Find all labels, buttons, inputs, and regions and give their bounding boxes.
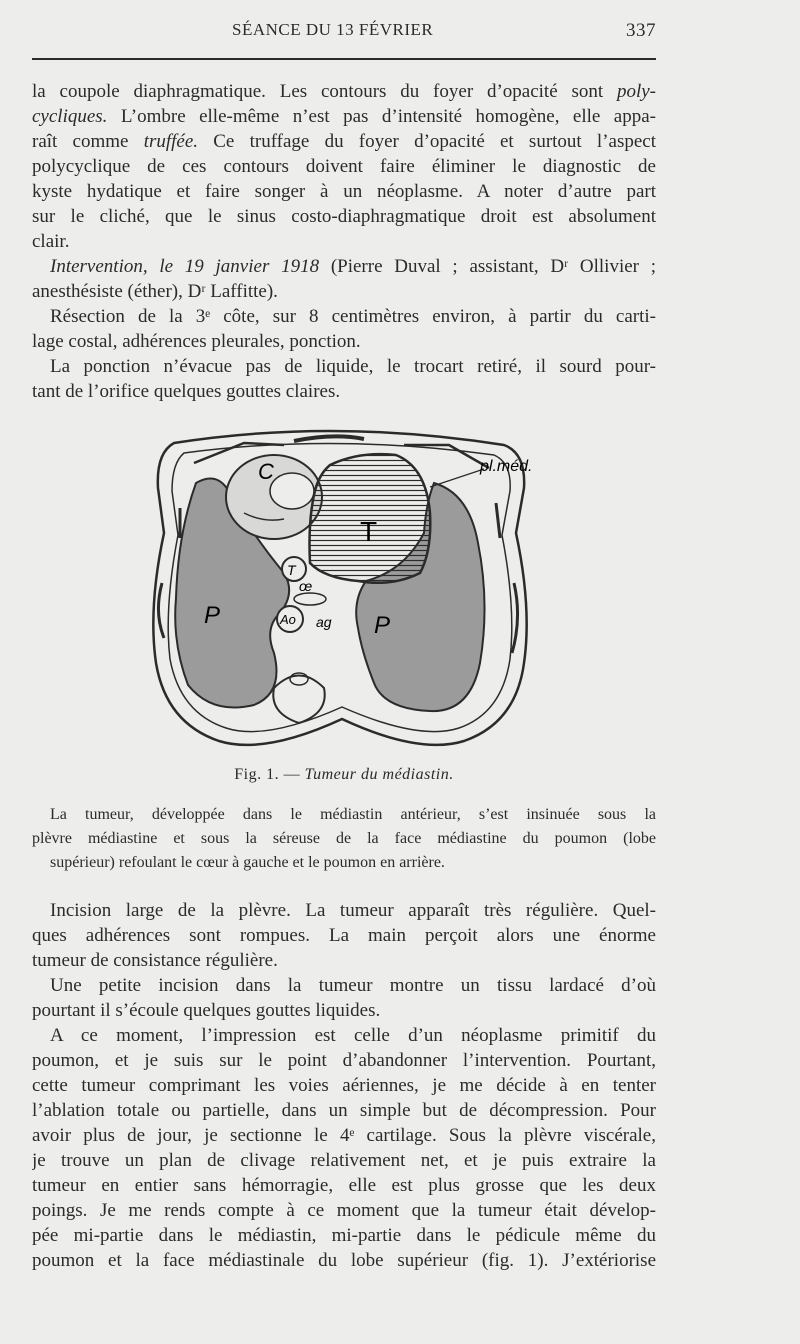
text-run: A ce moment, l’impression est celle d’un néoplasme primitif du [50, 1025, 656, 1046]
text-line [32, 279, 656, 304]
text-run: Une petite incision dans la tumeur montre un tissu lardacé d’où [50, 975, 656, 996]
label-tumeur: T [360, 516, 378, 547]
caption-prefix: Fig. 1. — [234, 766, 305, 783]
text-run: lage costal, adhérences pleurales, ponction. [32, 331, 361, 352]
label-azygos: ag [316, 614, 332, 630]
text-line [32, 379, 656, 404]
text-line [32, 254, 656, 279]
text-run: pée mi-partie dans le médiastin, mi-partie dans le pédicule même du [32, 1225, 656, 1246]
text-line [32, 998, 656, 1023]
text-line [32, 1073, 656, 1098]
text-run: La ponction n’évacue pas de liquide, le trocart retiré, il sourd pour- [50, 356, 656, 377]
figure-mediastinal-tumor [134, 423, 550, 759]
text-run: cette tumeur comprimant les voies aériennes, je me décide à en tenter [32, 1075, 656, 1096]
text-line [32, 154, 656, 179]
text-line [32, 204, 656, 229]
text-line [32, 1248, 656, 1273]
caption-title: Tumeur du médiastin. [304, 766, 454, 783]
rib-right-side-2 [512, 583, 518, 653]
text-run: ques adhérences sont rompues. La main perçoit alors une énorme [32, 925, 656, 946]
body-text-bottom [32, 898, 656, 1273]
text-run: poumon, et je suis sur le point d’abandonner l’intervention. Pourtant, [32, 1050, 656, 1071]
label-poumon-gauche: P [374, 612, 391, 639]
text-line [32, 1148, 656, 1173]
label-oesophage: œ [299, 578, 313, 594]
text-run: polycyclique de ces contours doivent faire éliminer le diagnostic de [32, 156, 656, 177]
text-run: poings. Je me rends compte à ce moment que la tumeur était dévelop- [32, 1200, 656, 1221]
text-run: kyste hydatique et faire songer à un néoplasme. A noter d’autre part [32, 181, 656, 202]
text-run: clair. [32, 231, 70, 252]
text-run: L’ombre elle-même n’est pas d’intensité homogène, elle appa- [107, 106, 656, 127]
rib-right-upper [404, 445, 489, 468]
text-line [32, 229, 656, 254]
pleura-pointer [430, 469, 484, 487]
label-trachee: T [287, 562, 296, 578]
text-line [32, 1098, 656, 1123]
sternum [294, 436, 364, 441]
text-run: pourtant il s’écoule quelques gouttes liquides. [32, 1000, 381, 1021]
text-line [32, 898, 656, 923]
text-line [32, 973, 656, 998]
text-line [32, 354, 656, 379]
text-run: avoir plus de jour, je sectionne le 4ᵉ cartilage. Sous la plèvre viscérale, [32, 1125, 656, 1146]
text-run: raît comme [32, 131, 144, 152]
label-aorte: Ao [280, 612, 296, 627]
rib-right-side [496, 503, 500, 538]
text-run: sur le cliché, que le sinus costo-diaphragmatique droit est absolument [32, 206, 656, 227]
text-line [32, 1223, 656, 1248]
figure-legend [32, 803, 656, 875]
text-line [32, 1173, 656, 1198]
running-header [32, 20, 656, 44]
text-run: poumon et la face médiastinale du lobe supérieur (fig. 1). J’extériorise [32, 1250, 656, 1271]
legend-line: plèvre médiastine et sous la séreuse de la face médiastine du poumon (lobe [32, 830, 656, 847]
text-line [32, 1048, 656, 1073]
text-line [32, 104, 656, 129]
vertebra [273, 676, 324, 724]
italic-run: Intervention, le 19 janvier 1918 [50, 256, 320, 277]
label-plevre-mediastine: pl.méd. [480, 458, 533, 475]
italic-run: cycliques. [32, 106, 108, 127]
text-line [32, 129, 656, 154]
text-run: Résection de la 3ᵉ côte, sur 8 centimètres environ, à partir du carti- [50, 306, 656, 327]
text-run: la coupole diaphragmatique. Les contours du foyer d’opacité sont [32, 81, 617, 102]
text-line [32, 179, 656, 204]
text-line [32, 329, 656, 354]
text-run: tumeur en entier sans hémorragie, elle est plus grosse que les deux [32, 1175, 656, 1196]
label-poumon-droit: P [204, 602, 221, 629]
page-number: 337 [626, 20, 656, 41]
oesophagus [294, 593, 326, 605]
text-run: Incision large de la plèvre. La tumeur apparaît très régulière. Quel- [50, 900, 656, 921]
body-text-top [32, 79, 656, 404]
italic-run: poly- [616, 81, 656, 102]
text-line [32, 948, 656, 973]
text-run: l’ablation totale ou partielle, dans un simple but de décompression. Pour [32, 1100, 656, 1121]
text-line [32, 923, 656, 948]
text-run: (Pierre Duval ; assistant, Dʳ Ollivier ; [319, 256, 656, 277]
text-line [32, 79, 656, 104]
label-coeur: C [258, 459, 274, 484]
text-line [32, 1123, 656, 1148]
text-run: tumeur de consistance régulière. [32, 950, 278, 971]
heart-chamber [270, 473, 314, 509]
rib-left-side-2 [158, 583, 164, 638]
legend-line: La tumeur, développée dans le médiastin antérieur, s’est insinuée sous la [50, 806, 656, 823]
figure-caption [0, 766, 688, 784]
legend-line: supérieur) refoulant le cœur à gauche et le poumon en arrière. [50, 854, 445, 871]
italic-run: truffée. [143, 131, 199, 152]
text-run: tant de l’orifice quelques gouttes claires. [32, 381, 341, 402]
text-line [32, 1198, 656, 1223]
text-line [32, 1023, 656, 1048]
text-run: anesthésiste (éther), Dʳ Laffitte). [32, 281, 278, 302]
header-rule [32, 58, 656, 60]
text-line [32, 304, 656, 329]
text-run: Ce truffage du foyer d’opacité et surtout l’aspect [198, 131, 656, 152]
header-title: SÉANCE DU 13 FÉVRIER [232, 20, 434, 39]
text-run: je trouve un plan de clivage relativement net, et je puis extraire la [32, 1150, 656, 1171]
